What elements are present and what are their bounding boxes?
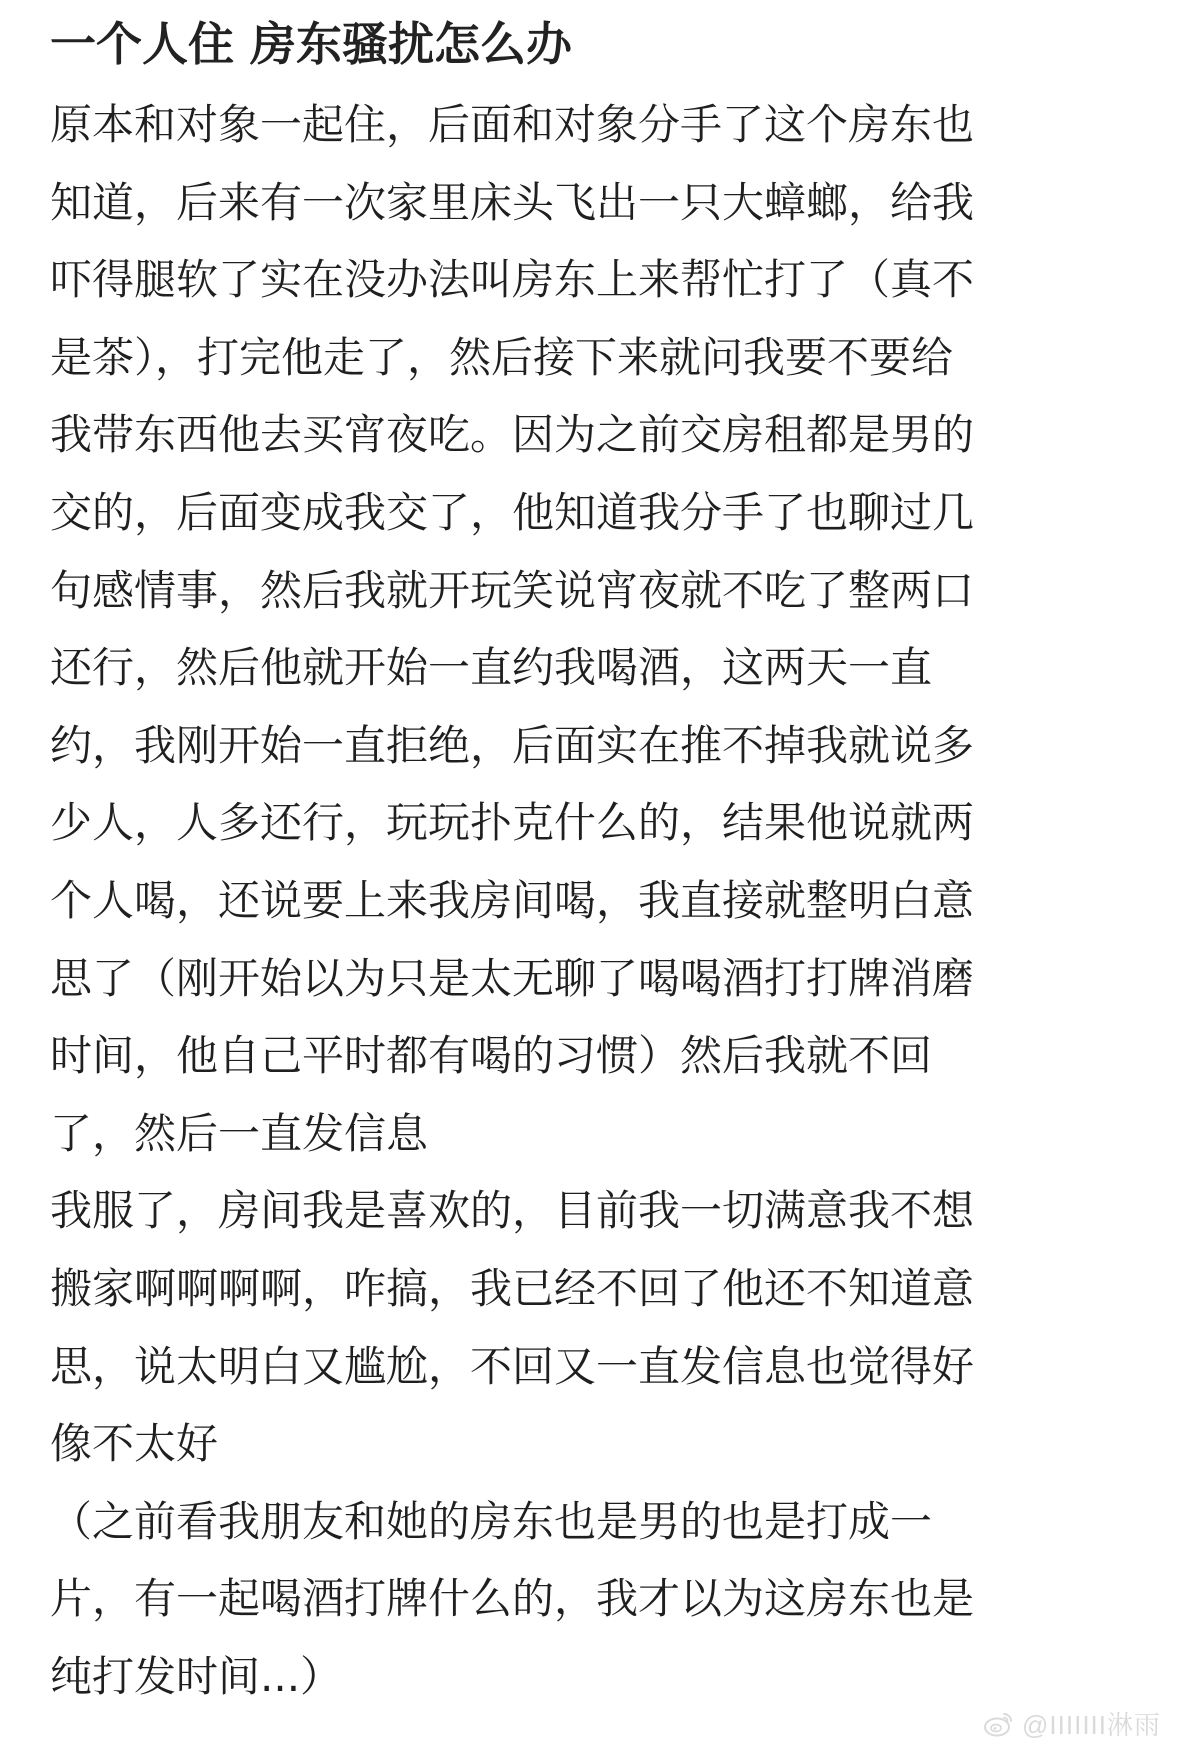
watermark-text: @IIIIIII淋雨 — [1022, 1710, 1161, 1740]
post-body-line: 片，有一起喝酒打牌什么的，我才以为这房东也是 — [50, 1574, 975, 1624]
post-body-line: 吓得腿软了实在没办法叫房东上来帮忙打了（真不 — [50, 255, 975, 305]
post-body-line: 我服了，房间我是喜欢的，目前我一切满意我不想 — [50, 1186, 975, 1236]
post — [50, 0, 1135, 1715]
post-body-line: 知道，后来有一次家里床头飞出一只大蟑螂，给我 — [50, 177, 975, 227]
post-body-line: 还行，然后他就开始一直约我喝酒，这两天一直 — [50, 643, 933, 693]
post-body-line: 思，说太明白又尴尬，不回又一直发信息也觉得好 — [50, 1341, 975, 1391]
post-body-line: 原本和对象一起住，后面和对象分手了这个房东也 — [50, 100, 975, 149]
post-body-line: 个人喝，还说要上来我房间喝，我直接就整明白意 — [50, 875, 975, 925]
post-body-line: 了，然后一直发信息 — [50, 1108, 429, 1158]
post-body-line: 是茶），打完他走了，然后接下来就问我要不要给 — [50, 332, 954, 382]
post-body-line: 像不太好 — [50, 1419, 219, 1469]
post-body-line: 约，我刚开始一直拒绝，后面实在推不掉我就说多 — [50, 720, 975, 770]
post-body-line: 句感情事，然后我就开玩笑说宵夜就不吃了整两口 — [50, 565, 975, 615]
weibo-logo-icon — [984, 1711, 1014, 1737]
watermark — [984, 1705, 1161, 1742]
post-body-line: 纯打发时间...） — [50, 1651, 343, 1701]
post-body-line: 交的，后面变成我交了，他知道我分手了也聊过几 — [50, 487, 975, 537]
post-body — [50, 86, 1135, 1715]
post-body-line: （之前看我朋友和她的房东也是男的也是打成一 — [50, 1496, 933, 1546]
post-body-line: 思了（刚开始以为只是太无聊了喝喝酒打打牌消磨 — [50, 953, 975, 1003]
post-body-line: 搬家啊啊啊啊，咋搞，我已经不回了他还不知道意 — [50, 1263, 975, 1313]
post-body-line: 时间，他自己平时都有喝的习惯）然后我就不回 — [50, 1031, 933, 1081]
post-title: 一个人住 房东骚扰怎么办 — [50, 17, 573, 71]
post-body-line: 少人，人多还行，玩玩扑克什么的，结果他说就两 — [50, 798, 975, 848]
post-body-line: 我带东西他去买宵夜吃。因为之前交房租都是男的 — [50, 410, 975, 460]
